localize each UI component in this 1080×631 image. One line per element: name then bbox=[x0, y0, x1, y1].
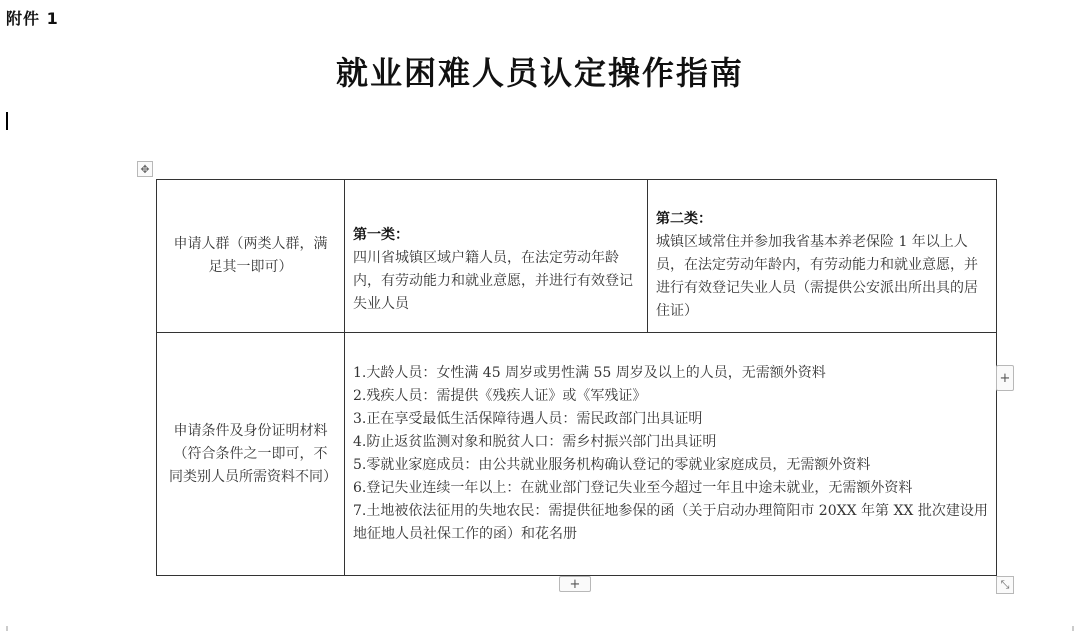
condition-item: 5.零就业家庭成员：由公共就业服务机构确认登记的零就业家庭成员，无需额外资料 bbox=[353, 457, 871, 473]
category-1-text: 四川省城镇区域户籍人员，在法定劳动年龄内，有劳动能力和就业意愿，并进行有效登记失业人员 bbox=[353, 250, 633, 312]
conditions-cell[interactable] bbox=[345, 333, 997, 576]
condition-item: 7.土地被依法征用的失地农民：需提供征地参保的函（关于启动办理简阳市 20XX 年第 XX 批次建设用地征地人员社保工作的函）和花名册 bbox=[353, 503, 988, 542]
text-cursor bbox=[6, 112, 8, 130]
page-corner-mark bbox=[6, 626, 8, 631]
applicants-header: 申请人群（两类人群，满足其一即可） bbox=[173, 236, 328, 275]
add-row-button[interactable]: + bbox=[559, 576, 591, 592]
page-title: 就业困难人员认定操作指南 bbox=[335, 54, 744, 92]
move-icon[interactable]: ✥ bbox=[137, 161, 153, 177]
eligibility-table bbox=[156, 179, 997, 576]
conditions-header-cell[interactable] bbox=[157, 333, 345, 576]
condition-item: 3.正在享受最低生活保障待遇人员：需民政部门出具证明 bbox=[353, 411, 703, 427]
annex-label: 附件 1 bbox=[6, 9, 59, 28]
page-corner-mark bbox=[1072, 626, 1074, 631]
conditions-header: 申请条件及身份证明材料（符合条件之一即可，不同类别人员所需资料不同） bbox=[169, 422, 337, 485]
table-row-applicants bbox=[157, 180, 997, 333]
resize-icon[interactable]: ⤡ bbox=[996, 576, 1014, 594]
category-2-title: 第二类： bbox=[656, 210, 712, 227]
add-column-button[interactable]: + bbox=[996, 365, 1014, 391]
condition-item: 4.防止返贫监测对象和脱贫人口：需乡村振兴部门出具证明 bbox=[353, 434, 717, 450]
table-row-conditions bbox=[157, 333, 997, 576]
category-1-title: 第一类： bbox=[353, 227, 409, 243]
applicants-header-cell[interactable] bbox=[157, 180, 345, 333]
category-2-cell[interactable] bbox=[648, 180, 997, 333]
condition-item: 6.登记失业连续一年以上：在就业部门登记失业至今超过一年且中途未就业，无需额外资料 bbox=[353, 480, 913, 496]
condition-item: 2.残疾人员：需提供《残疾人证》或《军残证》 bbox=[353, 388, 647, 404]
condition-item: 1.大龄人员：女性满 45 周岁或男性满 55 周岁及以上的人员，无需额外资料 bbox=[353, 365, 826, 381]
category-2-text: 城镇区域常住并参加我省基本养老保险 1 年以上人员，在法定劳动年龄内，有劳动能力和就业意愿，并进行有效登记失业人员（需提供公安派出所出具的居住证） bbox=[656, 233, 978, 319]
category-1-cell[interactable] bbox=[345, 180, 648, 333]
